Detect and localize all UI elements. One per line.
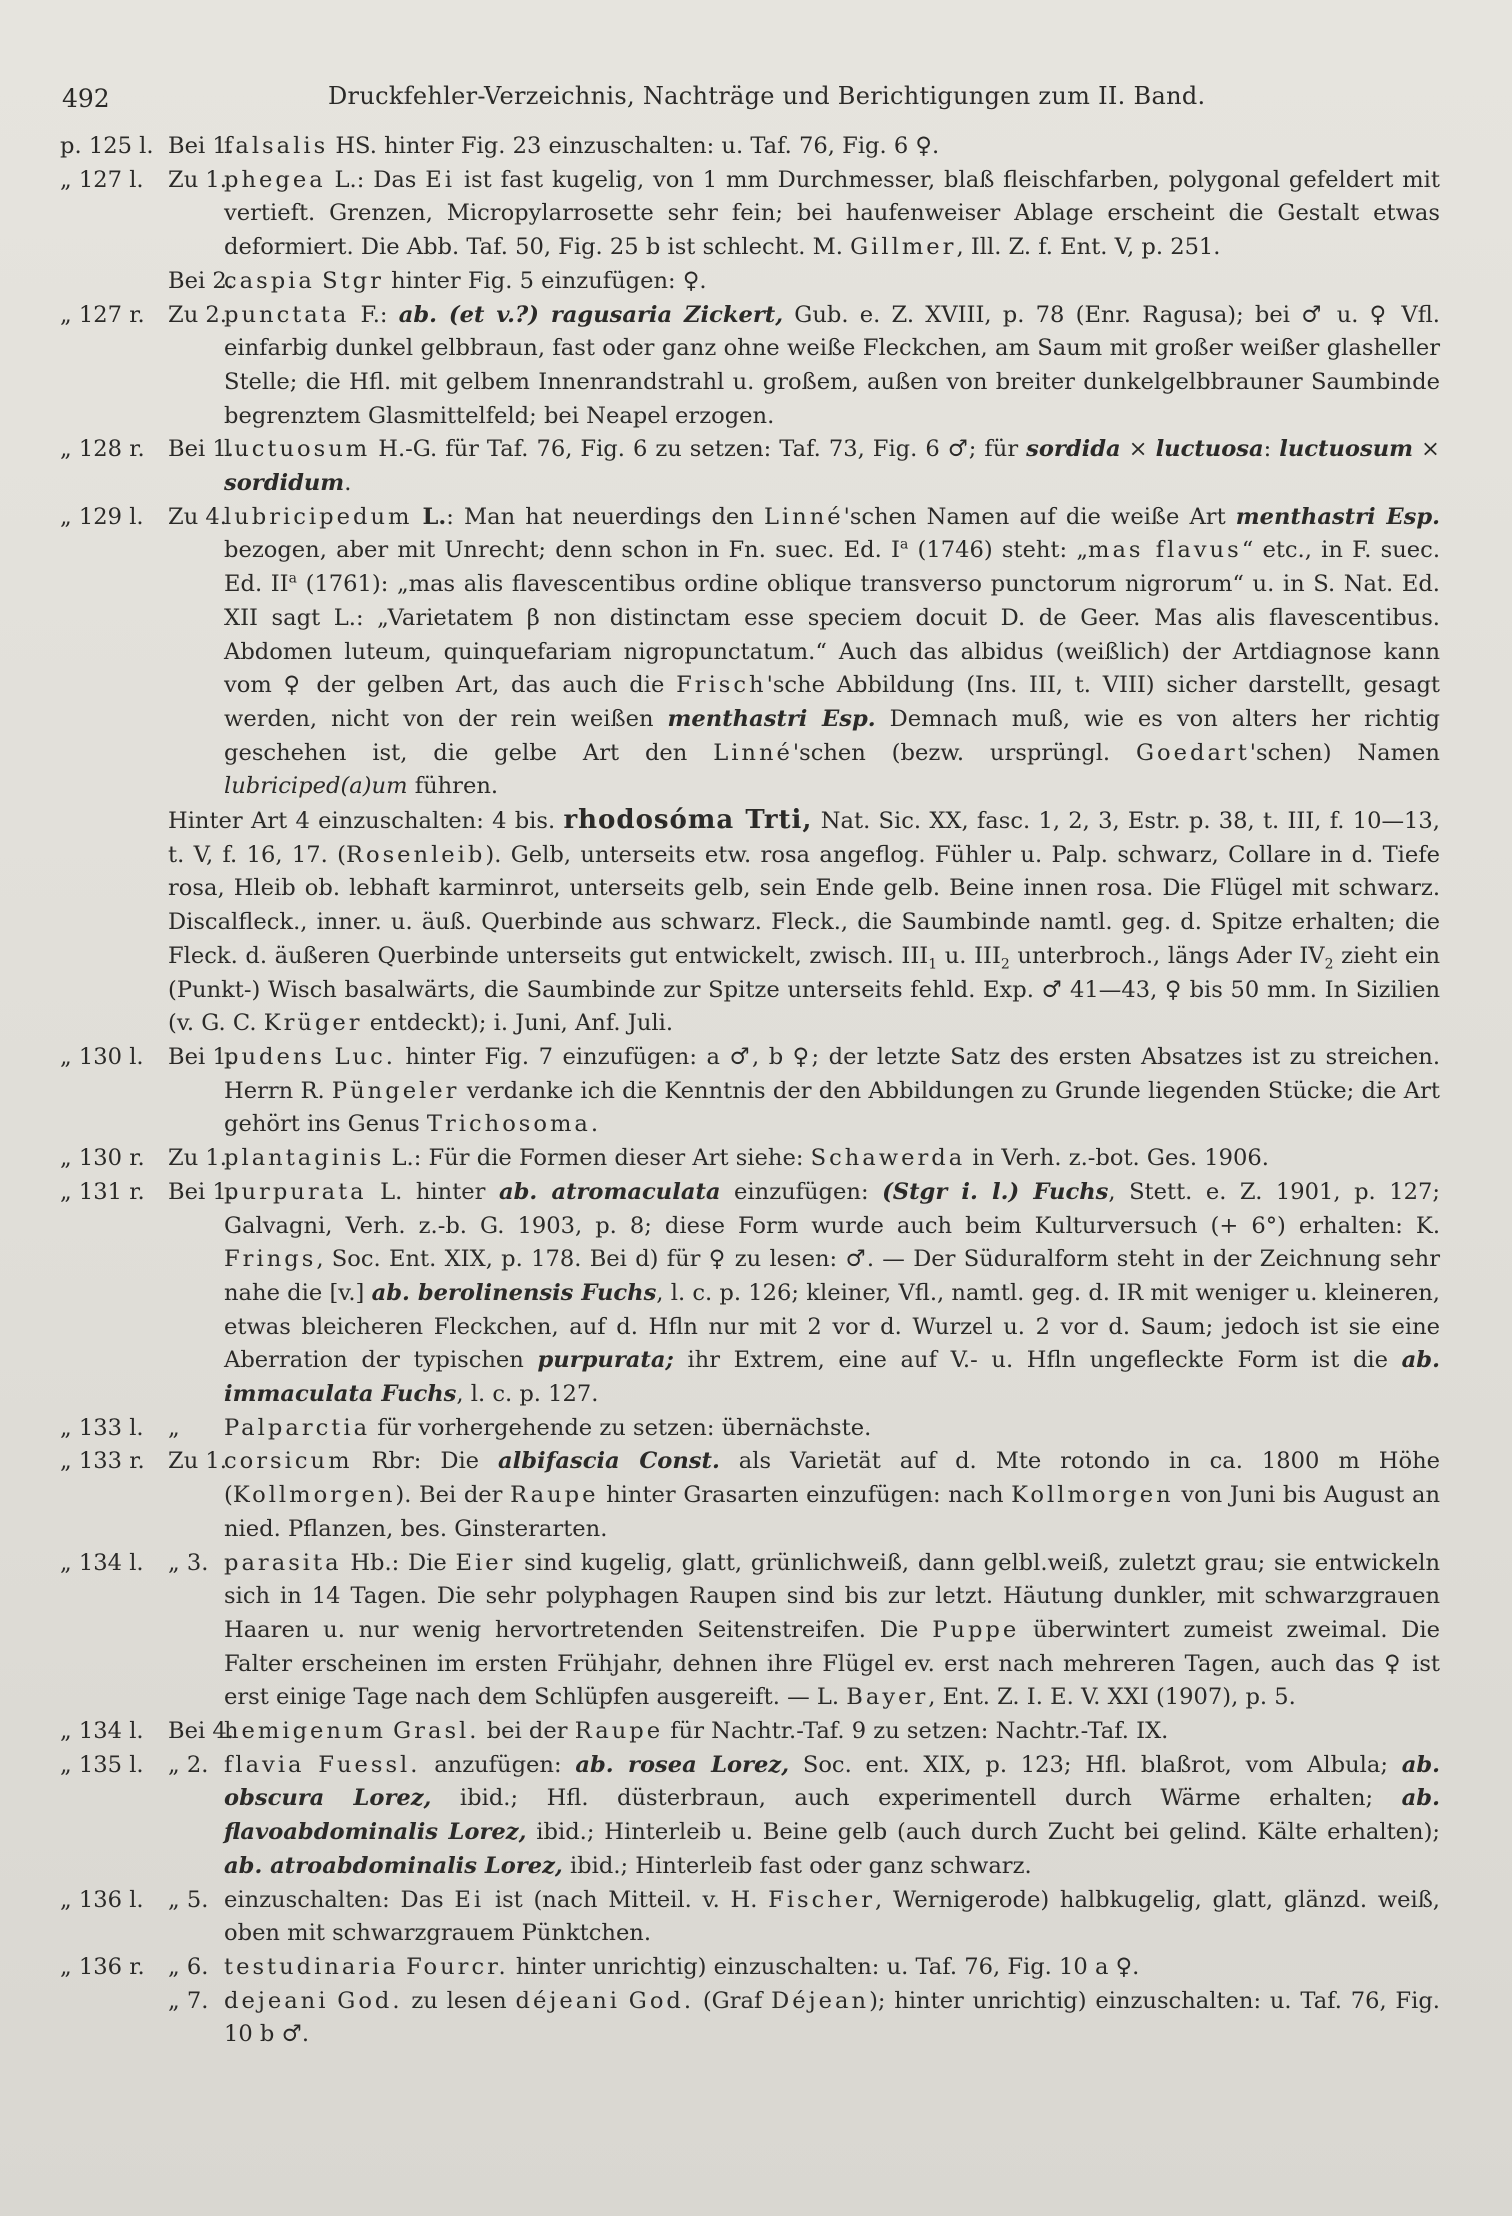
text-run: Gub. e. Z. XVIII, p. 78 (Enr. Ragusa); bei ♂ u. ♀ Vfl. einfarbig dunkel gelbbraun, fast oder ganz ohne weiße Fleckchen, am Saum mit großer weißer glasheller Stelle; die Hfl. mit gelbem Innenrandstrahl u. großem, außen von breiter dunkelgelbbrauner Saumbinde begrenztem Glasmittelfeld; bei Neapel erzogen.	[224, 301, 1440, 429]
entry-action: Bei 2.	[168, 267, 234, 294]
page-reference	[60, 1985, 168, 2052]
text-run: ); hinter unrichtig) einzuschalten: u. Taf. 76, Fig. 10 b ♂.	[224, 1987, 1440, 2048]
text-run: mas flavus	[1088, 537, 1242, 564]
page-reference: „ 129 l.	[60, 503, 144, 530]
text-run: bei der	[479, 1718, 575, 1745]
text-run: phegea	[224, 166, 326, 193]
entry-action: Bei 1.	[168, 1043, 234, 1070]
text-run: (Stgr i. l.) Fuchs	[882, 1178, 1109, 1205]
entry-action: Bei 1.	[168, 133, 234, 159]
text-run: ab. obscura Lorez,	[224, 1751, 1440, 1812]
text-run: Ei	[425, 166, 455, 193]
text-run: Raupe	[574, 1718, 664, 1745]
text-run: ab. rosea Lorez,	[575, 1751, 790, 1778]
errata-entry	[60, 1985, 1440, 2052]
entry-action: Zu 2.	[168, 301, 227, 328]
text-run: hinter Fig. 7 einzufügen: a ♂, b ♀; der letzte Satz des ersten Absatzes ist zu streichen. Herrn R.	[224, 1043, 1440, 1104]
page-reference: „ 136 r.	[60, 1953, 145, 1980]
text-run: falsalis	[224, 133, 329, 159]
text-run: Frings	[224, 1246, 317, 1273]
page-reference: „ 135 l.	[60, 1751, 144, 1778]
text-run: ist (nach Mitteil. v. H.	[484, 1886, 769, 1913]
entry-action: „ 3.	[168, 1549, 209, 1576]
page-reference: „ 136 l.	[60, 1886, 144, 1913]
errata-entry	[60, 164, 1440, 265]
errata-entry	[60, 1884, 1440, 1951]
text-run: ibid.; Hinterleib u. Beine gelb (auch durch Zucht bei gelind. Kälte erhalten);	[526, 1819, 1441, 1846]
text-run: 'schen (bezw. ursprüngl.	[792, 739, 1136, 766]
text-run: Raupe	[510, 1482, 599, 1509]
text-run: 1	[928, 956, 938, 973]
text-run: Linné	[713, 739, 793, 766]
text-run: .	[344, 470, 352, 497]
text-run: L.	[422, 503, 447, 530]
text-run: Ei	[454, 1886, 485, 1913]
text-run: Palparctia	[224, 1414, 371, 1441]
page-reference: „ 131 r.	[60, 1178, 145, 1205]
running-title: Druckfehler-Verzeichnis, Nachträge und Berichtigungen zum II. Band.	[328, 82, 1206, 110]
text-run: Krüger	[263, 1010, 363, 1037]
text-run: a	[899, 536, 909, 553]
text-run: sordida	[1026, 436, 1121, 463]
text-run: Luc.	[334, 1043, 396, 1070]
page-number: 492	[62, 84, 110, 113]
text-run: überwintert zumeist zweimal. Die Falter erscheinen im ersten Frühjahr, dehnen ihre Flügel ev. erst nach mehreren Tagen, auch das ♀ ist erst einige Tage nach dem Schlüpfen ausgereift. — L.	[224, 1616, 1440, 1711]
text-run: God.	[628, 1987, 695, 2014]
text-run: Kollmorgen	[232, 1482, 396, 1509]
text-run: H.-G. für Taf. 76, Fig. 6 zu setzen: Taf. 73, Fig. 6 ♂; für	[370, 436, 1027, 463]
errata-list	[60, 130, 1440, 2052]
text-run: ). Gelb, unterseits etw. rosa angeflog. Fühler u. Palp. schwarz, Collare in d. Tiefe rosa, Hleib ob. lebhaft karminrot, unterseits gelb, sein Ende gelb. Beine innen rosa. Die Flügel mit schwarz. Discalfleck., inner. u. äuß. Querbinde aus schwarz. Fleck., die Saumbinde namtl. geg. d. Spitze erhalten; die Fleck. d. äußeren Querbinde unterseits gut entwickelt, zwisch. III	[168, 841, 1441, 969]
text-run: ihr Extrem, eine auf V.- u. Hfln ungefleckte Form ist die	[673, 1347, 1402, 1374]
entry-text	[224, 1715, 1440, 1749]
text-run: einzuschalten: Das	[224, 1886, 455, 1913]
text-run: Eier	[455, 1549, 516, 1576]
text-run: ab. flavoabdominalis Lorez,	[224, 1785, 1440, 1846]
errata-entry	[60, 1176, 1440, 1412]
text-run: ist fast kugelig, von 1 mm Durchmesser, blaß fleischfarben, polygonal gefeldert mit vertieft. Grenzen, Micropylarrosette sehr fein; bei haufenweiser Ablage erscheint die Gestalt etwas deformiert. Die Abb. Taf. 50, Fig. 25 b ist schlecht. M.	[224, 166, 1440, 261]
text-run: “ etc., in F. suec. Ed. II	[224, 537, 1441, 598]
text-run: Soc. ent. XIX, p. 123; Hfl. blaßrot, vom Albula;	[789, 1751, 1402, 1778]
page-reference	[60, 265, 168, 299]
text-run: für vorhergehende zu setzen: übernächste.	[370, 1414, 872, 1441]
text-run: Grasl.	[393, 1718, 480, 1745]
text-run: F.:	[349, 301, 399, 328]
text-run: déjeani	[515, 1987, 620, 2014]
text-run: Gillmer	[850, 234, 957, 261]
text-run: Fischer	[768, 1886, 876, 1913]
text-run: ). Bei der	[395, 1482, 511, 1509]
text-run: u. III	[937, 942, 1001, 969]
entry-text	[224, 1176, 1440, 1412]
text-run: (1746) steht: „	[908, 537, 1089, 564]
entry-text	[224, 1951, 1440, 1985]
text-run	[315, 268, 322, 294]
errata-entry	[60, 1951, 1440, 1985]
text-run: rhodosóma Trti,	[563, 805, 813, 836]
text-run: L.: Das	[325, 166, 426, 193]
page-reference: „ 133 r.	[60, 1448, 145, 1475]
errata-entry	[60, 1715, 1440, 1749]
text-run: Fourcr.	[406, 1953, 509, 1980]
text-run: lubricipedum	[224, 503, 413, 530]
entry-text	[224, 1445, 1440, 1546]
text-run	[412, 504, 422, 530]
text-run: albifascia Const.	[498, 1448, 720, 1475]
text-run: bezogen, aber mit Unrecht; denn schon in Fn. suec. Ed. I	[224, 537, 900, 564]
text-run: luctuosum	[1279, 436, 1414, 463]
text-run: ×	[1120, 436, 1156, 463]
text-run: : Man hat neuerdings den	[446, 503, 764, 530]
text-run: ab. (et v.?) ragusaria Zickert,	[398, 301, 784, 328]
text-run: luctuosum	[224, 436, 371, 463]
text-run: ×	[1413, 436, 1440, 463]
errata-entry	[60, 299, 1440, 434]
text-run: (1761): „mas alis flavescentibus ordine oblique transverso punctorum nigrorum“ u. in S. Nat. Ed. XII sagt L.: „Varietatem β non distinctam esse speciem docuit D. de Geer. Mas alis flavescentibus. Abdomen luteum, quinquefariam nigropunctatum.“ Auch das albidus (weißlich) der Artdiagnose kann vom ♀ der gelben Art, das auch die	[224, 571, 1440, 699]
text-run: anzufügen:	[420, 1751, 576, 1778]
text-run: Stgr	[322, 267, 384, 294]
text-run: in Verh. z.-bot. Ges. 1906.	[965, 1145, 1269, 1172]
text-run: , l. c. p. 126; kleiner, Vfl., namtl. geg. d. IR mit weniger u. kleineren, etwas bleicheren Fleckchen, auf d. Hfln nur mit 2 vor d. Wurzel u. 2 vor d. Saum; jedoch ist sie eine Aberration der typischen	[224, 1279, 1440, 1374]
page-reference: „ 127 r.	[60, 301, 145, 328]
text-run: Déjean	[771, 1987, 870, 2014]
text-run: zieht ein (Punkt-) Wisch basalwärts, die Saumbinde zur Spitze unterseits fehld. Exp. ♂ 41—43, ♀ bis 50 mm. In Sizilien (v. G. C.	[168, 942, 1440, 1037]
entry-action: Zu 1.	[168, 166, 227, 193]
text-run: 2	[1324, 956, 1334, 973]
text-run: luctuosa	[1155, 436, 1264, 463]
text-run: plantaginis	[224, 1145, 385, 1172]
text-run	[399, 1954, 406, 1980]
text-run: Bayer	[846, 1684, 929, 1711]
text-run: a	[288, 570, 297, 587]
text-run: ab. berolinensis Fuchs	[371, 1279, 657, 1306]
page-reference: „ 134 l.	[60, 1549, 144, 1576]
text-run: Schawerda	[810, 1145, 966, 1172]
entry-action: Zu 1.	[168, 1145, 227, 1172]
text-run: , Wernigerode) halbkugelig, glatt, glänzd. weiß, oben mit schwarzgrauem Pünktchen.	[224, 1886, 1440, 1947]
entry-text	[224, 1749, 1440, 1884]
text-run: lubriciped(a)um	[224, 773, 408, 800]
text-run	[305, 1752, 319, 1778]
text-run: als Varietät auf d. Mte rotondo in ca. 1800 m Höhe (	[224, 1448, 1440, 1509]
text-run: testudinaria	[224, 1953, 399, 1980]
text-run: Frisch	[676, 672, 767, 699]
text-run: für Nachtr.-Taf. 9 zu setzen: Nachtr.-Taf. IX.	[663, 1718, 1169, 1745]
entry-text	[168, 804, 1440, 1041]
text-run: punctata	[224, 301, 350, 328]
text-run: ibid.; Hfl. düsterbraun, auch experimentell durch Wärme erhalten;	[431, 1785, 1402, 1812]
text-run: HS. hinter Fig. 23 einzuschalten: u. Taf. 76, Fig. 6 ♀.	[328, 133, 940, 159]
text-run: L. hinter	[366, 1178, 499, 1205]
text-run: Hb.: Die	[341, 1549, 456, 1576]
text-run: hinter Grasarten einzufügen: nach	[598, 1482, 1012, 1509]
text-run: God.	[337, 1987, 403, 2014]
text-run: Püngeler	[331, 1077, 460, 1104]
text-run: L.: Für die Formen dieser Art siehe:	[384, 1145, 811, 1172]
text-run: :	[1263, 436, 1280, 463]
text-run: Trichosoma	[426, 1111, 591, 1138]
text-run: dejeani	[224, 1987, 329, 2014]
page-reference: „ 134 l.	[60, 1718, 144, 1745]
text-run: ab. immaculata Fuchs	[224, 1347, 1440, 1408]
text-run: hinter unrichtig) einzuschalten: u. Taf. 76, Fig. 10 a ♀.	[508, 1953, 1140, 1980]
entry-text	[224, 501, 1440, 804]
entry-action: Zu 4.	[168, 503, 227, 530]
entry-action: Bei 1.	[168, 1178, 234, 1205]
errata-entry	[60, 433, 1440, 500]
text-run: , Ent. Z. I. E. V. XXI (1907), p. 5.	[928, 1684, 1296, 1711]
errata-entry	[60, 1547, 1440, 1716]
text-run: verdanke ich die Kenntnis der den Abbildungen zu Grunde liegenden Stücke; die Art gehört ins Genus	[224, 1077, 1440, 1138]
text-run: Puppe	[932, 1616, 1020, 1643]
errata-entry	[60, 1412, 1440, 1446]
entry-text	[224, 433, 1440, 500]
text-run: ab. atromaculata	[498, 1178, 721, 1205]
entry-action: „ 5.	[168, 1886, 209, 1913]
entry-text	[224, 265, 1440, 299]
text-run: Linné	[763, 503, 844, 530]
text-run: corsicum	[224, 1448, 353, 1475]
entry-action: „ 7.	[168, 1987, 209, 2014]
entry-text	[224, 164, 1440, 265]
page-reference: „ 130 r.	[60, 1145, 145, 1172]
text-run: pudens	[224, 1043, 325, 1070]
entry-text	[224, 1547, 1440, 1716]
text-run: Nat. Sic. XX, fasc. 1, 2, 3, Estr. p. 38, t. III, f. 10—13, t. V, f. 16, 17. (	[168, 808, 1440, 868]
text-run: , Soc. Ent. XIX, p. 178. Bei d) für ♀ zu lesen: ♂. — Der Süduralform steht in der Zeichnung sehr nahe die [v.]	[224, 1246, 1440, 1306]
page-reference: „ 130 l.	[60, 1043, 144, 1070]
text-run: 'schen) Namen	[1249, 739, 1440, 766]
text-run: entdeckt); i. Juni, Anf. Juli.	[362, 1010, 674, 1037]
page-reference: „ 127 l.	[60, 166, 144, 193]
entry-text	[224, 299, 1440, 434]
text-run: , Stett. e. Z. 1901, p. 127; Galvagni, Verh. z.-b. G. 1903, p. 8; diese Form wurde auch beim Kulturversuch (+ 6°) erhalten: K.	[224, 1178, 1440, 1239]
errata-entry	[60, 1041, 1440, 1142]
entry-text	[224, 1142, 1440, 1176]
page-reference: p. 125 l.	[60, 133, 154, 159]
errata-entry	[60, 130, 1440, 164]
text-run: , l. c. p. 127.	[456, 1381, 599, 1408]
page-reference: „ 133 l.	[60, 1414, 144, 1441]
page-reference: „ 128 r.	[60, 436, 145, 463]
entry-action: Bei 4.	[168, 1718, 234, 1745]
text-run: menthastri Esp.	[667, 705, 876, 732]
text-run	[620, 1988, 629, 2014]
errata-entry	[60, 1749, 1440, 1884]
errata-entry	[60, 804, 1440, 1041]
entry-action: Bei 1.	[168, 436, 234, 463]
text-run: 2	[1000, 956, 1010, 973]
text-run: caspia	[224, 267, 315, 294]
text-run: menthastri Esp.	[1235, 503, 1440, 530]
text-run: parasita	[224, 1549, 342, 1576]
text-run: Rosenleib	[345, 841, 486, 868]
text-run: purpurata;	[537, 1347, 674, 1374]
text-run	[328, 1988, 337, 2014]
entry-action: Zu 1.	[168, 1448, 227, 1475]
text-run: Demnach muß, wie es von alters her richtig geschehen ist, die gelbe Art den	[224, 705, 1441, 766]
text-run: hinter Fig. 5 einzufügen: ♀.	[383, 267, 707, 294]
text-run: sordidum	[224, 470, 345, 497]
errata-entry	[60, 501, 1440, 804]
text-run: .	[590, 1111, 599, 1138]
errata-entry	[60, 265, 1440, 299]
text-run: Kollmorgen	[1011, 1482, 1174, 1509]
text-run: flavia	[224, 1751, 305, 1778]
text-run: , Ill. Z. f. Ent. V, p. 251.	[956, 234, 1221, 261]
text-run: (Graf	[694, 1987, 772, 2014]
entry-action: „	[168, 1414, 180, 1441]
text-run: Hinter Art 4 einzuschalten: 4 bis.	[168, 808, 564, 835]
text-run: Rbr: Die	[352, 1448, 499, 1475]
entry-text	[224, 1884, 1440, 1951]
text-run: Goedart	[1135, 739, 1250, 766]
text-run: 'schen Namen auf die weiße Art	[843, 503, 1236, 530]
text-run: Fuessl.	[318, 1751, 421, 1778]
errata-entry	[60, 1142, 1440, 1176]
entry-action: „ 6.	[168, 1953, 209, 1980]
text-run: unterbroch., längs Ader IV	[1009, 942, 1325, 969]
text-run: purpurata	[224, 1178, 367, 1205]
entry-text	[224, 130, 1440, 164]
text-run: hemigenum	[224, 1718, 386, 1745]
text-run: 'sche Abbildung (Ins. III, t. VIII) sicher darstellt, gesagt werden, nicht von der rein weißen	[224, 672, 1440, 732]
text-run: ab. atroabdominalis Lorez,	[224, 1852, 563, 1879]
text-run: einzufügen:	[720, 1178, 883, 1205]
errata-entry	[60, 1445, 1440, 1546]
entry-text	[224, 1041, 1440, 1142]
text-run: von Juni bis August an nied. Pflanzen, bes. Ginsterarten.	[224, 1482, 1440, 1542]
text-run: ibid.; Hinterleib fast oder ganz schwarz.	[562, 1852, 1032, 1879]
entry-text	[224, 1985, 1440, 2052]
page-header	[60, 70, 1440, 130]
text-run: sind kugelig, glatt, grünlichweiß, dann gelbl.weiß, zuletzt grau; sie entwickeln sich in 14 Tagen. Die sehr polyphagen Raupen sind bis zur letzt. Häutung dunkler, mit schwarzgrauen Haaren u. nur wenig hervortretenden Seitenstreifen. Die	[224, 1549, 1440, 1643]
entry-text	[224, 1412, 1440, 1446]
text-run	[325, 1044, 335, 1070]
text-run: führen.	[407, 773, 499, 800]
entry-action: „ 2.	[168, 1751, 209, 1778]
text-run: zu lesen	[402, 1987, 516, 2014]
